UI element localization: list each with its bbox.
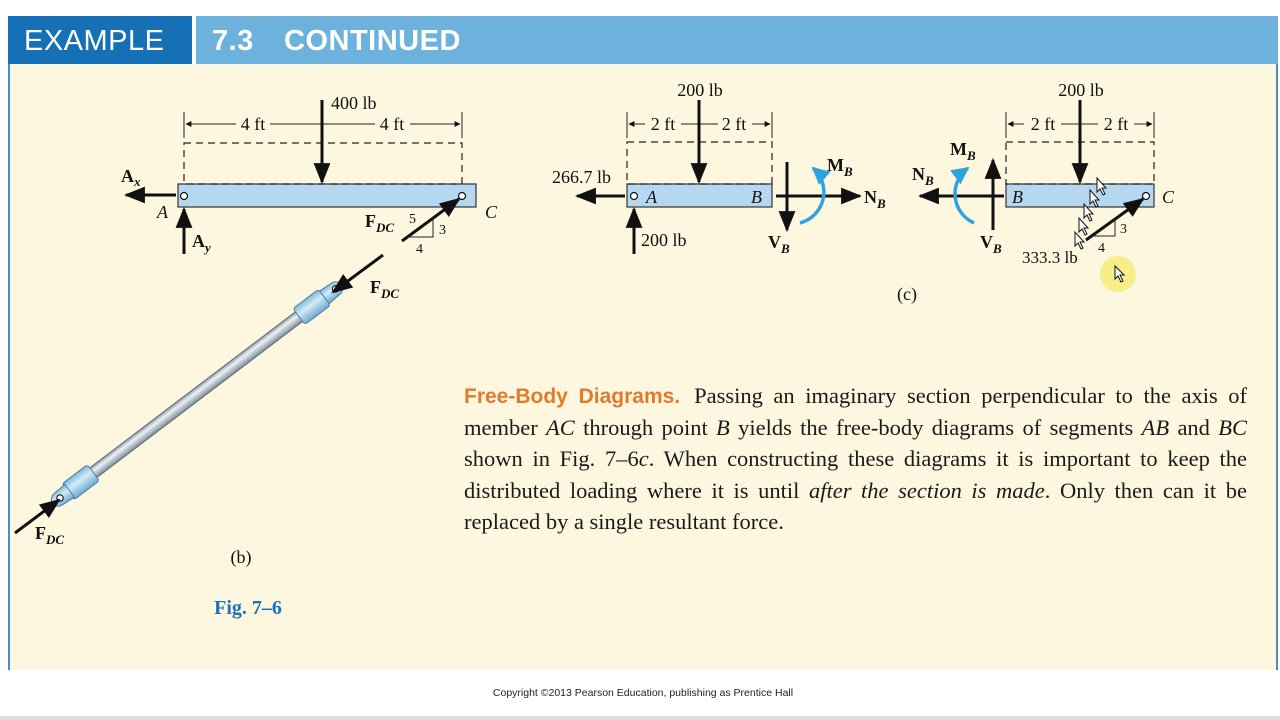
bc-shear-label: $V_B$ [980,232,1002,256]
force-fdc-label: $F_{DC}$ [365,211,395,235]
reaction-ay-label: $A_y$ [192,231,211,255]
paragraph-title: Free-Body Diagrams. [464,385,681,408]
member-dc-rod [15,255,399,568]
rod-body [66,291,330,495]
bc-normal-label: $N_B$ [912,164,934,188]
bc-point-b: B [1012,187,1023,207]
load-400-label: 400 lb [331,93,377,113]
ab-load-label: 200 lb [677,80,723,100]
ab-moment-label: $M_B$ [827,155,853,179]
ab-normal-label: $N_B$ [864,187,886,211]
caption-c: (c) [897,284,917,304]
rod-force-top-label: $F_{DC}$ [370,277,400,301]
ab-shear-label: $V_B$ [768,232,790,256]
bc-moment-label: $M_B$ [950,139,976,163]
bc-dim-right: 2 ft [1103,114,1129,134]
dim-right-label: 4 ft [379,114,405,134]
mouse-pointer [1100,256,1136,292]
segment-bc [1006,184,1154,207]
figure-label: Fig. 7–6 [214,597,282,619]
bc-slope-4: 4 [1098,241,1105,256]
ab-dim-right: 2 ft [721,114,747,134]
copyright-notice: Copyright ©2013 Pearson Education, publishing as Prentice Hall [492,687,794,699]
ab-pin-a [631,193,638,200]
bc-load-label: 200 lb [1058,80,1104,100]
free-body-diagrams-paragraph: Free-Body Diagrams. Passing an imaginary section perpendicular to the axis of member AC through point B yields the free-body diagrams of segments AB and BC shown in Fig. 7–6c. When constructing these diagrams it is important to keep the distributed loading where it is until after the section is made. Only then can it be replaced by a single resultant force. [464,383,1248,534]
caption-b: (b) [230,547,252,567]
bc-pin-c [1143,193,1150,200]
header-continued-label: CONTINUED [284,25,461,57]
slope-5-label: 5 [409,212,416,227]
slope-3-label: 3 [439,223,446,238]
bc-point-c: C [1162,187,1175,207]
beam-ac [178,184,476,207]
pin-c [459,193,466,200]
bottom-border [0,716,1280,720]
point-a-label: A [157,202,168,222]
ab-dim-left: 2 ft [650,114,676,134]
bc-dim-left: 2 ft [1030,114,1056,134]
pin-a [181,193,188,200]
bc-slope-3: 3 [1120,222,1127,237]
paragraph-emphasis: after the section is made [808,477,1045,503]
header-example-number: 7.3 [212,25,254,57]
ab-vertical-label: 200 lb [641,230,687,250]
header-example-label: EXAMPLE [24,25,165,57]
dim-left-label: 4 ft [240,114,266,134]
slope-4-label: 4 [416,242,423,257]
point-c-label: C [485,202,498,222]
ab-point-a: A [646,187,657,207]
figure-b-beam-diagram [121,93,498,257]
ab-axial-label: 266.7 lb [552,167,612,187]
reaction-ax-label: $A_x$ [121,166,141,189]
rod-force-bottom-label: $F_{DC}$ [35,523,65,547]
ab-point-b: B [751,187,762,207]
figure-c-segment-ab [552,80,886,256]
bc-force-label: 333.3 lb [1022,248,1078,267]
